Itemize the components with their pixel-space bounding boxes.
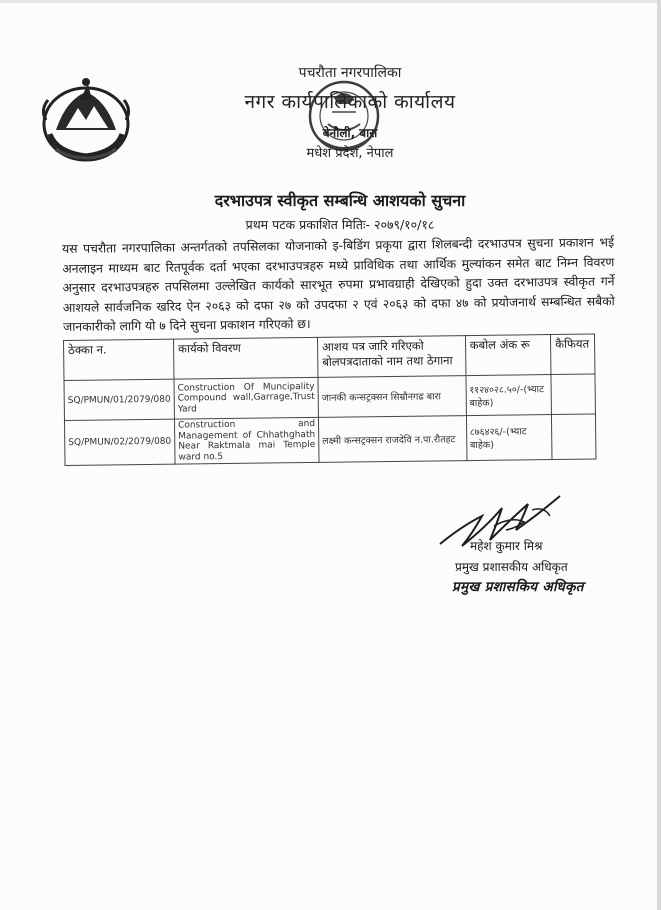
government-emblem-logo [36,70,136,166]
cell-remarks [552,414,596,460]
signer-designation-stamp: प्रमुख प्रशासकिय अधिकृत [452,579,584,595]
cell-contract-no: SQ/PMUN/01/2079/080 [64,379,174,420]
signer-title: प्रमुख प्रशासकीय अधिकृत [455,560,568,574]
province-name: मधेश प्रदेश, नेपाल [306,146,394,161]
scan-edge [657,0,661,910]
table-row [64,414,596,465]
bid-table [63,334,596,466]
cell-bidder: लक्ष्मी कन्सट्रक्सन राजदेवि न.पा.रौतहट [318,416,466,463]
office-name: नगर कार्यपालिकाको कार्यालय [244,91,456,113]
table-row [64,374,595,420]
col-header-work: कार्यको विवरण [173,337,317,379]
scan-edge [0,0,661,3]
cell-amount: ११२४०२८.५०/-(भ्याट बाहेक) [466,375,552,416]
municipality-name: पचरौता नगरपालिका [298,65,402,81]
cell-bidder: जानकी कन्सट्रक्सन सिम्रौनगढ बारा [318,376,466,418]
cell-work: Construction Of Muncipality Compound wall,Garrage,Trust Yard [174,377,318,419]
publication-date: प्रथम पटक प्रकाशित मितिः- २०७९/१०/१८ [245,217,435,232]
signer-name: महेश कुमार मिश्र [470,539,543,553]
col-header-remarks: कैफियत [551,334,595,375]
office-address: बेनौली, बारा [322,126,378,140]
table-header-row [64,334,595,380]
notice-title: दरभाउपत्र स्वीकृत सम्बन्धि आशयको सुचना [214,191,466,210]
cell-work: Construction and Management of Chhathghath Near Raktmala mai Temple ward no.5 [174,417,319,464]
col-header-bidder: आशय पत्र जारि गरिएको बोलपत्रदाताको नाम तथा ठेगाना [317,336,465,378]
notice-body: यस पचरौता नगरपालिका अन्तर्गतको तपसिलका योजनाको इ-बिडिंग प्रकृया द्वारा शिलबन्दी दरभाउपत्र सुचना प्रकाशन भई अनलाइन माध्यम बाट रितपूर्वक दर्ता भएका दरभाउपत्रहरु मध्ये प्राविधिक तथा आर्थिक मुल्यांकन समेत बाट निम्न विवरण अनुसार दरभाउपत्रहरु तपसिलमा उल्लेखित कार्यको सारभूत रुपमा प्रभावग्राही देखिएको हुदा उक्त दरभाउपत्र स्वीकृत गर्ने आशयले सार्वजनिक खरिद ऐन २०६३ को दफा २७ को उपदफा २ एवं २०६३ को दफा ४७ को प्रयोजनार्थ सम्बन्धित सबैको जानकारीको लागि यो ७ दिने सुचना प्रकाशन गरिएको छ। [62,235,615,334]
col-header-contract-no: ठेक्का न. [64,339,174,380]
col-header-amount: कबोल अंक रू [465,335,551,376]
cell-amount: ८७६४२६/-(भ्याट बाहेक) [466,415,552,461]
cell-contract-no: SQ/PMUN/02/2079/080 [64,419,175,465]
cell-remarks [551,374,595,415]
